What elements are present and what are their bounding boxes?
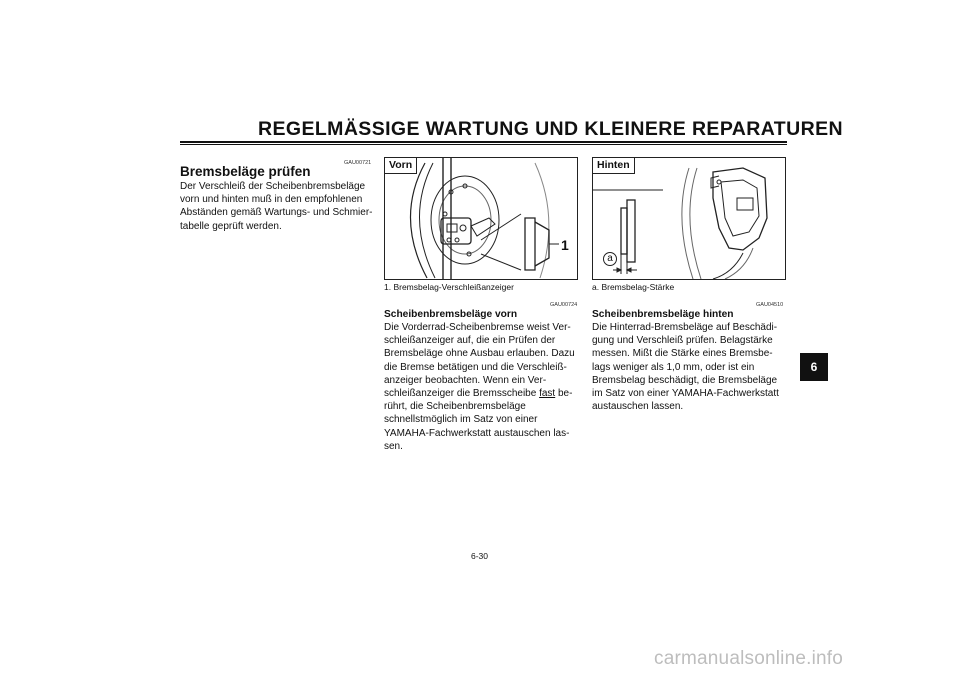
paragraph-line: YAMAHA-Fachwerkstatt austauschen las- <box>384 427 570 439</box>
section-heading-rear: Scheibenbremsbeläge hinten <box>592 309 734 320</box>
paragraph-line: vorn und hinten muß in den empfohlenen <box>180 194 363 206</box>
section-code: GAU04510 <box>756 302 784 308</box>
paragraph-line: schnellstmöglich im Satz von einer <box>384 414 538 426</box>
paragraph-line: Bremsbeläge ohne Ausbau erlauben. Dazu <box>384 348 575 360</box>
paragraph-line: Der Verschleiß der Scheibenbremsbeläge <box>180 181 366 192</box>
figure-label-front: Vorn <box>385 158 417 174</box>
paragraph-line <box>384 387 575 400</box>
page-number: 6-30 <box>471 551 489 561</box>
paragraph-line: schleißanzeiger auf, die ein Prüfen der <box>384 335 556 347</box>
section-code: GAU00721 <box>344 160 372 166</box>
line-text: schleißanzeiger die Bremsscheibe <box>384 387 540 399</box>
paragraph-line: austauschen lassen. <box>592 401 684 413</box>
header-rule <box>180 141 787 143</box>
rear-brake-illustration <box>593 158 785 279</box>
section-code: GAU00724 <box>550 302 578 308</box>
figure-caption-rear: a. Bremsbelag-Stärke <box>592 282 675 292</box>
paragraph-line: sen. <box>384 440 403 452</box>
paragraph-line: im Satz von einer YAMAHA-Fachwerkstatt <box>592 387 779 399</box>
paragraph-line: Die Vorderrad-Scheibenbremse weist Ver- <box>384 322 571 333</box>
page-title: REGELMÄSSIGE WARTUNG UND KLEINERE REPARATUREN <box>258 118 843 140</box>
paragraph-line: anzeiger beobachten. Wenn ein Ver- <box>384 374 547 386</box>
figure-callout-a: a <box>603 252 617 266</box>
figure-label-rear: Hinten <box>593 158 635 174</box>
section-heading: Bremsbeläge prüfen <box>180 164 311 179</box>
line-text: be- <box>555 387 573 399</box>
paragraph-line: gung und Verschleiß prüfen. Belagstärke <box>592 335 773 347</box>
paragraph-line: Abständen gemäß Wartungs- und Schmier- <box>180 207 373 219</box>
paragraph-line: Die Hinterrad-Bremsbeläge auf Beschädi- <box>592 322 778 333</box>
header-rule-thin <box>180 144 787 145</box>
paragraph-line: messen. Mißt die Stärke eines Bremsbe- <box>592 348 773 360</box>
front-brake-figure <box>384 157 578 280</box>
paragraph-line: tabelle geprüft werden. <box>180 220 282 232</box>
front-brake-illustration <box>385 158 577 279</box>
chapter-tab: 6 <box>800 353 828 381</box>
rear-paragraph <box>592 321 779 413</box>
paragraph-line: die Bremse betätigen und die Verschleiß- <box>384 361 567 373</box>
figure-callout-1: 1 <box>561 237 569 253</box>
paragraph-line: Bremsbelag beschädigt, die Bremsbeläge <box>592 374 778 386</box>
paragraph-line: rührt, die Scheibenbremsbeläge <box>384 401 526 413</box>
rear-brake-figure <box>592 157 786 280</box>
underlined-word: fast <box>539 387 556 399</box>
section-heading-front: Scheibenbremsbeläge vorn <box>384 309 518 320</box>
figure-caption-front: 1. Bremsbelag-Verschleißanzeiger <box>384 282 514 292</box>
paragraph-line: lags weniger als 1,0 mm, oder ist ein <box>592 361 755 373</box>
section-paragraph <box>180 180 373 233</box>
front-paragraph <box>384 321 575 453</box>
watermark: carmanualsonline.info <box>654 648 844 669</box>
